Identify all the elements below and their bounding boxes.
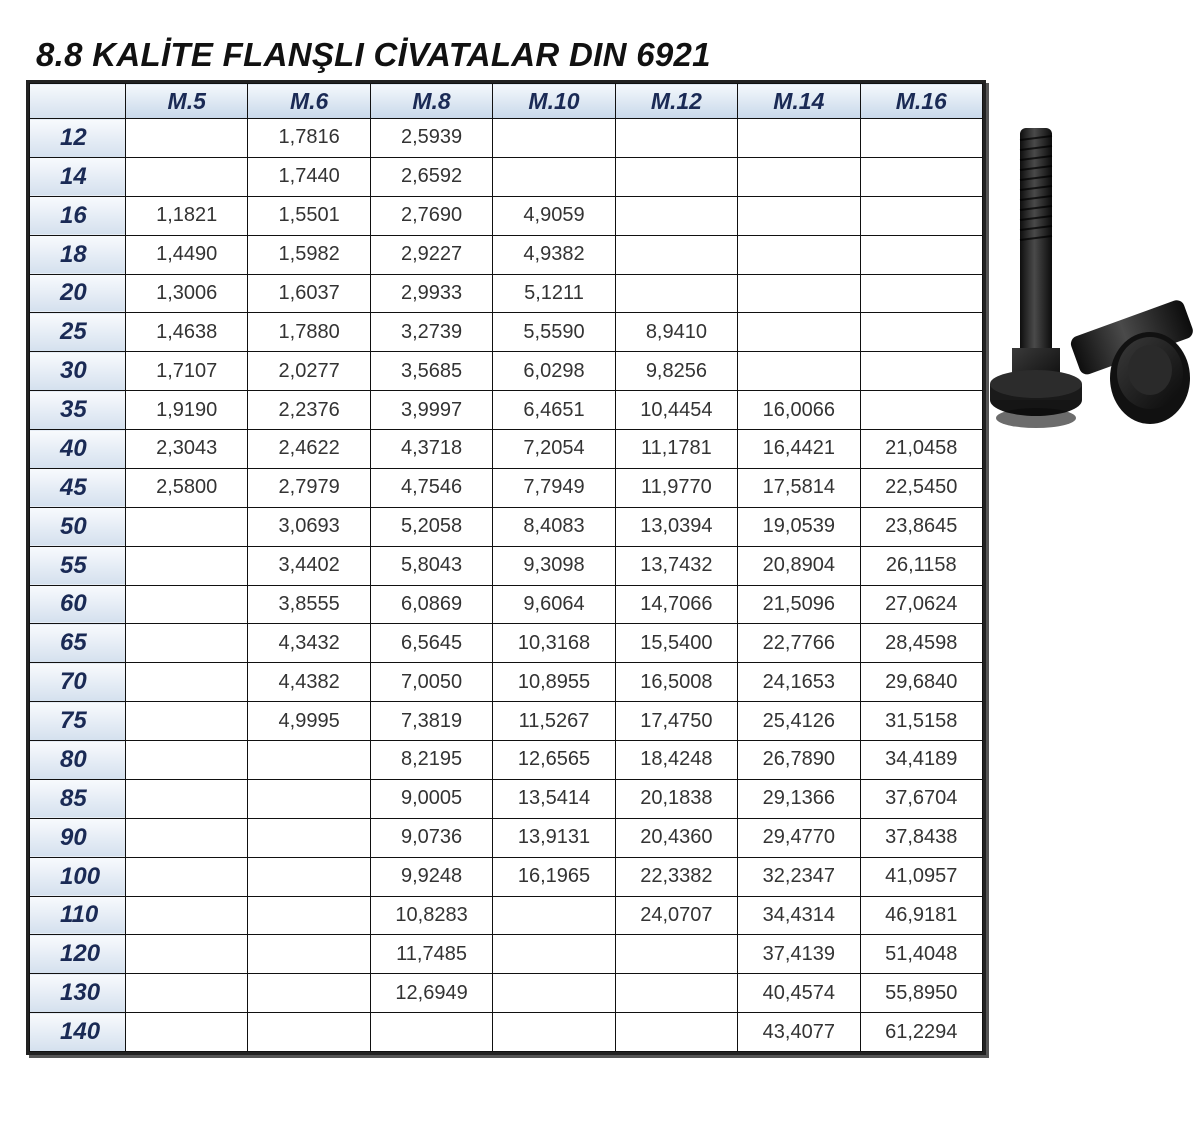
- table-cell: [126, 974, 248, 1013]
- table-cell: 2,9227: [370, 235, 492, 274]
- table-cell: [615, 935, 737, 974]
- table-cell: 13,0394: [615, 507, 737, 546]
- row-length-label: 40: [30, 430, 126, 469]
- table-cell: 23,8645: [860, 507, 982, 546]
- table-cell: 3,2739: [370, 313, 492, 352]
- header-col-m6: M.6: [248, 84, 370, 119]
- table-cell: 28,4598: [860, 624, 982, 663]
- table-cell: 4,3432: [248, 624, 370, 663]
- table-cell: 3,4402: [248, 546, 370, 585]
- table-cell: [738, 352, 860, 391]
- table-cell: [370, 1013, 492, 1052]
- row-length-label: 60: [30, 585, 126, 624]
- table-cell: 32,2347: [738, 857, 860, 896]
- table-cell: 5,1211: [493, 274, 615, 313]
- table-row: [30, 818, 983, 857]
- table-cell: [860, 235, 982, 274]
- table-cell: 8,4083: [493, 507, 615, 546]
- table-cell: [126, 702, 248, 741]
- table-cell: 14,7066: [615, 585, 737, 624]
- table-cell: [248, 818, 370, 857]
- row-length-label: 80: [30, 741, 126, 780]
- table-cell: 16,1965: [493, 857, 615, 896]
- table-cell: 2,5939: [370, 119, 492, 158]
- table-cell: 2,3043: [126, 430, 248, 469]
- table-row: [30, 391, 983, 430]
- table-cell: [738, 235, 860, 274]
- table-cell: [126, 818, 248, 857]
- table-cell: [126, 119, 248, 158]
- table-header-row: [30, 84, 983, 119]
- table-cell: 1,5501: [248, 196, 370, 235]
- table-row: [30, 896, 983, 935]
- table-row: [30, 468, 983, 507]
- table-cell: 2,7979: [248, 468, 370, 507]
- table-cell: 61,2294: [860, 1013, 982, 1052]
- row-length-label: 85: [30, 779, 126, 818]
- table-cell: [860, 274, 982, 313]
- header-col-m12: M.12: [615, 84, 737, 119]
- table-cell: 9,8256: [615, 352, 737, 391]
- table-cell: [126, 1013, 248, 1052]
- table-body: [30, 119, 983, 1052]
- table-cell: 10,8283: [370, 896, 492, 935]
- table-cell: 11,5267: [493, 702, 615, 741]
- table-cell: 17,4750: [615, 702, 737, 741]
- row-length-label: 130: [30, 974, 126, 1013]
- table-cell: 41,0957: [860, 857, 982, 896]
- row-length-label: 140: [30, 1013, 126, 1052]
- table-cell: 3,0693: [248, 507, 370, 546]
- table-cell: 13,7432: [615, 546, 737, 585]
- table-cell: [615, 235, 737, 274]
- table-cell: 20,4360: [615, 818, 737, 857]
- table-cell: 4,9059: [493, 196, 615, 235]
- table-cell: 21,0458: [860, 430, 982, 469]
- table-cell: 1,7440: [248, 157, 370, 196]
- row-length-label: 55: [30, 546, 126, 585]
- table-cell: [126, 157, 248, 196]
- table-cell: 3,8555: [248, 585, 370, 624]
- table-cell: [738, 157, 860, 196]
- table-cell: [860, 313, 982, 352]
- table-cell: 1,9190: [126, 391, 248, 430]
- table-cell: 16,0066: [738, 391, 860, 430]
- table-row: [30, 779, 983, 818]
- table-cell: 2,7690: [370, 196, 492, 235]
- header-col-m14: M.14: [738, 84, 860, 119]
- table-cell: [248, 935, 370, 974]
- table-cell: 26,7890: [738, 741, 860, 780]
- table-cell: 5,5590: [493, 313, 615, 352]
- price-table-container: [26, 80, 986, 1055]
- table-cell: 19,0539: [738, 507, 860, 546]
- table-cell: 24,0707: [615, 896, 737, 935]
- row-length-label: 65: [30, 624, 126, 663]
- row-length-label: 16: [30, 196, 126, 235]
- table-cell: 3,9997: [370, 391, 492, 430]
- table-cell: 6,0298: [493, 352, 615, 391]
- table-cell: 10,4454: [615, 391, 737, 430]
- table-cell: 2,2376: [248, 391, 370, 430]
- table-cell: 22,3382: [615, 857, 737, 896]
- table-cell: 10,3168: [493, 624, 615, 663]
- table-cell: [860, 196, 982, 235]
- table-cell: 12,6949: [370, 974, 492, 1013]
- row-length-label: 75: [30, 702, 126, 741]
- table-row: [30, 313, 983, 352]
- row-length-label: 14: [30, 157, 126, 196]
- table-cell: [493, 1013, 615, 1052]
- table-row: [30, 1013, 983, 1052]
- table-row: [30, 546, 983, 585]
- table-cell: [738, 313, 860, 352]
- table-cell: 6,4651: [493, 391, 615, 430]
- table-cell: 16,4421: [738, 430, 860, 469]
- bolt-standing: [990, 128, 1082, 428]
- table-cell: [248, 974, 370, 1013]
- table-cell: 9,3098: [493, 546, 615, 585]
- table-cell: [126, 624, 248, 663]
- table-cell: 29,1366: [738, 779, 860, 818]
- table-cell: 1,4490: [126, 235, 248, 274]
- table-cell: 20,8904: [738, 546, 860, 585]
- table-cell: 13,5414: [493, 779, 615, 818]
- table-cell: 4,9995: [248, 702, 370, 741]
- table-cell: 7,0050: [370, 663, 492, 702]
- table-cell: [738, 119, 860, 158]
- table-cell: 17,5814: [738, 468, 860, 507]
- row-length-label: 120: [30, 935, 126, 974]
- table-cell: 34,4189: [860, 741, 982, 780]
- table-row: [30, 430, 983, 469]
- table-cell: 16,5008: [615, 663, 737, 702]
- page-title: 8.8 KALİTE FLANŞLI CİVATALAR DIN 6921: [36, 36, 711, 73]
- table-cell: [615, 119, 737, 158]
- table-row: [30, 624, 983, 663]
- table-cell: 4,9382: [493, 235, 615, 274]
- table-cell: 11,7485: [370, 935, 492, 974]
- table-cell: 2,0277: [248, 352, 370, 391]
- row-length-label: 18: [30, 235, 126, 274]
- table-cell: 9,0736: [370, 818, 492, 857]
- table-cell: 4,7546: [370, 468, 492, 507]
- table-cell: [126, 663, 248, 702]
- row-length-label: 50: [30, 507, 126, 546]
- table-cell: [126, 546, 248, 585]
- table-cell: [126, 507, 248, 546]
- flange-bolt-icon: [990, 118, 1195, 436]
- table-cell: 1,6037: [248, 274, 370, 313]
- table-cell: [126, 857, 248, 896]
- table-cell: [126, 585, 248, 624]
- table-cell: 2,4622: [248, 430, 370, 469]
- table-cell: 1,4638: [126, 313, 248, 352]
- header-col-m10: M.10: [493, 84, 615, 119]
- table-cell: [615, 1013, 737, 1052]
- table-cell: 10,8955: [493, 663, 615, 702]
- table-cell: 22,7766: [738, 624, 860, 663]
- table-cell: 1,3006: [126, 274, 248, 313]
- row-length-label: 12: [30, 119, 126, 158]
- table-cell: [248, 857, 370, 896]
- table-cell: 46,9181: [860, 896, 982, 935]
- table-cell: 5,8043: [370, 546, 492, 585]
- table-cell: [493, 896, 615, 935]
- table-cell: 25,4126: [738, 702, 860, 741]
- table-cell: [860, 352, 982, 391]
- table-cell: 22,5450: [860, 468, 982, 507]
- table-cell: 55,8950: [860, 974, 982, 1013]
- table-cell: 37,4139: [738, 935, 860, 974]
- table-cell: 34,4314: [738, 896, 860, 935]
- table-cell: [126, 741, 248, 780]
- row-length-label: 100: [30, 857, 126, 896]
- table-cell: 7,2054: [493, 430, 615, 469]
- table-cell: [126, 779, 248, 818]
- table-cell: 11,9770: [615, 468, 737, 507]
- row-length-label: 25: [30, 313, 126, 352]
- table-row: [30, 935, 983, 974]
- table-cell: [615, 274, 737, 313]
- table-cell: 4,4382: [248, 663, 370, 702]
- table-cell: [493, 935, 615, 974]
- table-row: [30, 274, 983, 313]
- table-cell: [493, 157, 615, 196]
- table-cell: [126, 935, 248, 974]
- header-col-m8: M.8: [370, 84, 492, 119]
- table-cell: 6,5645: [370, 624, 492, 663]
- header-col-m16: M.16: [860, 84, 982, 119]
- table-cell: 9,0005: [370, 779, 492, 818]
- table-cell: 31,5158: [860, 702, 982, 741]
- table-cell: 1,7880: [248, 313, 370, 352]
- row-length-label: 35: [30, 391, 126, 430]
- bolt-table: [29, 83, 983, 1052]
- table-cell: 29,4770: [738, 818, 860, 857]
- table-cell: 1,7107: [126, 352, 248, 391]
- table-row: [30, 196, 983, 235]
- table-cell: 12,6565: [493, 741, 615, 780]
- table-cell: 37,6704: [860, 779, 982, 818]
- header-corner: [30, 84, 126, 119]
- table-cell: 2,5800: [126, 468, 248, 507]
- table-cell: 3,5685: [370, 352, 492, 391]
- table-cell: 20,1838: [615, 779, 737, 818]
- table-cell: 24,1653: [738, 663, 860, 702]
- row-length-label: 45: [30, 468, 126, 507]
- table-row: [30, 119, 983, 158]
- table-cell: 27,0624: [860, 585, 982, 624]
- table-cell: 1,5982: [248, 235, 370, 274]
- table-cell: 11,1781: [615, 430, 737, 469]
- table-cell: [248, 779, 370, 818]
- table-cell: [860, 119, 982, 158]
- table-cell: 18,4248: [615, 741, 737, 780]
- table-cell: [126, 896, 248, 935]
- table-cell: 5,2058: [370, 507, 492, 546]
- table-cell: 15,5400: [615, 624, 737, 663]
- table-cell: 2,9933: [370, 274, 492, 313]
- table-row: [30, 702, 983, 741]
- table-cell: 7,3819: [370, 702, 492, 741]
- table-cell: 43,4077: [738, 1013, 860, 1052]
- row-length-label: 20: [30, 274, 126, 313]
- table-cell: 7,7949: [493, 468, 615, 507]
- table-cell: 1,1821: [126, 196, 248, 235]
- table-cell: 40,4574: [738, 974, 860, 1013]
- table-row: [30, 235, 983, 274]
- table-cell: 9,6064: [493, 585, 615, 624]
- table-cell: 2,6592: [370, 157, 492, 196]
- table-cell: [248, 741, 370, 780]
- table-row: [30, 857, 983, 896]
- table-cell: 37,8438: [860, 818, 982, 857]
- table-cell: 8,9410: [615, 313, 737, 352]
- table-cell: [860, 157, 982, 196]
- table-cell: [248, 896, 370, 935]
- header-col-m5: M.5: [126, 84, 248, 119]
- table-row: [30, 585, 983, 624]
- row-length-label: 30: [30, 352, 126, 391]
- table-cell: [248, 1013, 370, 1052]
- table-row: [30, 974, 983, 1013]
- table-cell: 51,4048: [860, 935, 982, 974]
- bolt-lying: [1069, 298, 1195, 424]
- table-cell: [738, 274, 860, 313]
- table-cell: 8,2195: [370, 741, 492, 780]
- table-cell: [493, 119, 615, 158]
- table-cell: [860, 391, 982, 430]
- table-cell: 21,5096: [738, 585, 860, 624]
- table-cell: [615, 157, 737, 196]
- table-cell: [615, 196, 737, 235]
- table-row: [30, 663, 983, 702]
- row-length-label: 70: [30, 663, 126, 702]
- table-cell: 13,9131: [493, 818, 615, 857]
- table-row: [30, 741, 983, 780]
- row-length-label: 90: [30, 818, 126, 857]
- table-cell: 6,0869: [370, 585, 492, 624]
- table-cell: 1,7816: [248, 119, 370, 158]
- table-cell: [615, 974, 737, 1013]
- table-row: [30, 157, 983, 196]
- table-cell: 4,3718: [370, 430, 492, 469]
- table-cell: [738, 196, 860, 235]
- table-cell: 9,9248: [370, 857, 492, 896]
- table-cell: [493, 974, 615, 1013]
- table-row: [30, 507, 983, 546]
- table-cell: 26,1158: [860, 546, 982, 585]
- table-row: [30, 352, 983, 391]
- table-cell: 29,6840: [860, 663, 982, 702]
- row-length-label: 110: [30, 896, 126, 935]
